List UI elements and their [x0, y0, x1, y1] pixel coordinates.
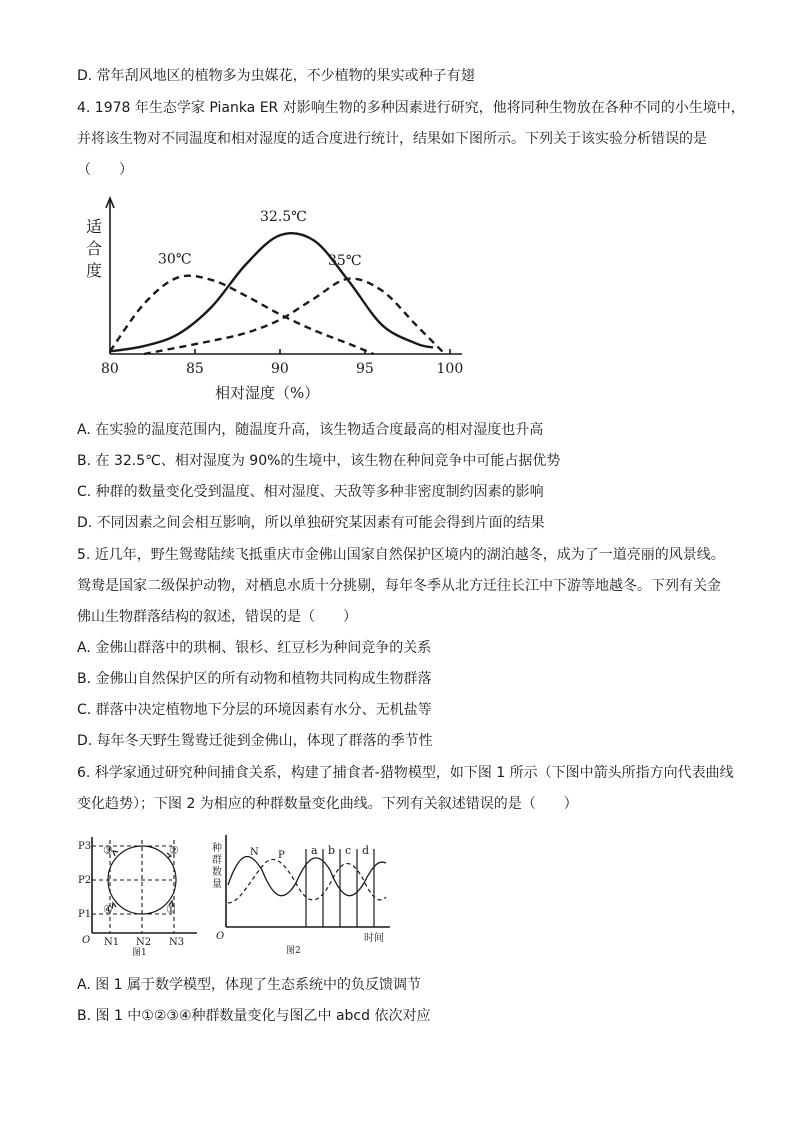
x-tick-label: 80: [101, 361, 119, 377]
q5-stem-line2: 鸳鸯是国家二级保护动物，对栖息水质十分挑剔，每年冬季从北方迁往长江中下游等地越冬。下列有关金: [77, 578, 721, 594]
q5-stem-line3: 佛山生物群落结构的叙述，错误的是（ ）: [77, 609, 357, 625]
fitness-chart: [70, 192, 490, 402]
x-tick-label: 95: [356, 361, 374, 377]
fig2-label-p: P: [278, 850, 285, 861]
series-label: 32.5℃: [260, 209, 307, 226]
figure1-phase-diagram: [72, 825, 212, 960]
fig2-label-n: N: [250, 847, 259, 858]
fig2-ylabel-3: 数: [212, 867, 222, 878]
q6-option-b: B. 图 1 中①②③④种群数量变化与图乙中 abcd 依次对应: [77, 1008, 431, 1024]
figure2-caption: 图2: [286, 946, 301, 956]
p2-label: P2: [78, 875, 92, 886]
q4-stem-line1: 4. 1978 年生态学家 Pianka ER 对影响生物的多种因素进行研究，他将同种生物放在各种不同的小生境中，: [77, 100, 745, 116]
fig2-xlabel: 时间: [364, 933, 384, 944]
series-curve-2: [144, 279, 445, 354]
fig2-ylabel-4: 量: [212, 879, 222, 890]
q6-option-a: A. 图 1 属于数学模型，体现了生态系统中的负反馈调节: [77, 977, 422, 993]
y-axis-label-char: 度: [86, 261, 103, 280]
series-curve-1: [110, 276, 374, 354]
segment-c: c: [345, 844, 352, 857]
q5-stem-line1: 5. 近几年，野生鸳鸯陆续飞抵重庆市金佛山国家自然保护区境内的湖泊越冬，成为了一道亮丽的风景线。: [77, 547, 725, 563]
series-label: 30℃: [158, 251, 192, 268]
p1-label: P1: [78, 909, 92, 920]
q5-option-a: A. 金佛山群落中的珙桐、银杉、红豆杉为种间竞争的关系: [77, 640, 432, 656]
y-axis-label-char: 合: [86, 239, 103, 258]
segment-a: a: [311, 844, 318, 857]
marker-4: ④: [103, 903, 113, 916]
q4-option-a: A. 在实验的温度范围内，随温度升高，该生物适合度最高的相对湿度也升高: [77, 422, 544, 438]
predator-curve-p: [228, 859, 386, 903]
q6-stem-line1: 6. 科学家通过研究种间捕食关系，构建了捕食者-猎物模型，如下图 1 所示（下图中箭头所指方向代表曲线: [77, 765, 734, 781]
n1-label: N1: [104, 937, 120, 948]
q4-option-c: C. 种群的数量变化受到温度、相对湿度、天敌等多种非密度制约因素的影响: [77, 484, 544, 500]
x-tick-label: 85: [186, 361, 204, 377]
figure1-caption: 图1: [132, 948, 147, 958]
marker-2: ②: [169, 844, 179, 857]
segment-d: d: [362, 844, 370, 857]
fig2-origin: O: [216, 931, 225, 942]
q4-stem-line2: 并将该生物对不同温度和相对湿度的适合度进行统计，结果如下图所示。下列关于该实验分析错误的是: [77, 131, 707, 147]
segment-b: b: [328, 844, 336, 857]
q5-option-d: D. 每年冬天野生鸳鸯迁徙到金佛山，体现了群落的季节性: [77, 733, 433, 749]
q3-option-d: D. 常年刮风地区的植物多为虫媒花，不少植物的果实或种子有翅: [77, 68, 475, 84]
q4-option-b: B. 在 32.5℃、相对湿度为 90%的生境中，该生物在种间竞争中可能占据优势: [77, 453, 561, 469]
n2-label: N2: [136, 937, 152, 948]
q5-option-b: B. 金佛山自然保护区的所有动物和植物共同构成生物群落: [77, 671, 432, 687]
x-axis-label: 相对湿度（%）: [215, 384, 320, 402]
series-label: 35℃: [328, 252, 362, 269]
n3-label: N3: [169, 937, 185, 948]
q4-option-d: D. 不同因素之间会相互影响，所以单独研究某因素有可能会得到片面的结果: [77, 515, 545, 531]
q5-option-c: C. 群落中决定植物地下分层的环境因素有水分、无机盐等: [77, 702, 432, 718]
figure2-population-curves: [210, 825, 400, 960]
y-axis-label-char: 适: [86, 217, 103, 236]
x-tick-label: 100: [436, 361, 464, 377]
p3-label: P3: [78, 841, 92, 852]
q4-stem-paren: （ ）: [77, 162, 133, 178]
fig2-ylabel-2: 群: [212, 855, 222, 866]
marker-1: ①: [166, 903, 176, 916]
marker-3: ③: [103, 844, 113, 857]
origin-label: O: [82, 935, 91, 946]
fig2-ylabel-1: 种: [212, 843, 222, 854]
x-tick-label: 90: [271, 361, 289, 377]
q6-stem-line2: 变化趋势）；下图 2 为相应的种群数量变化曲线。下列有关叙述错误的是（ ）: [77, 796, 578, 812]
prey-curve-n: [228, 856, 386, 895]
